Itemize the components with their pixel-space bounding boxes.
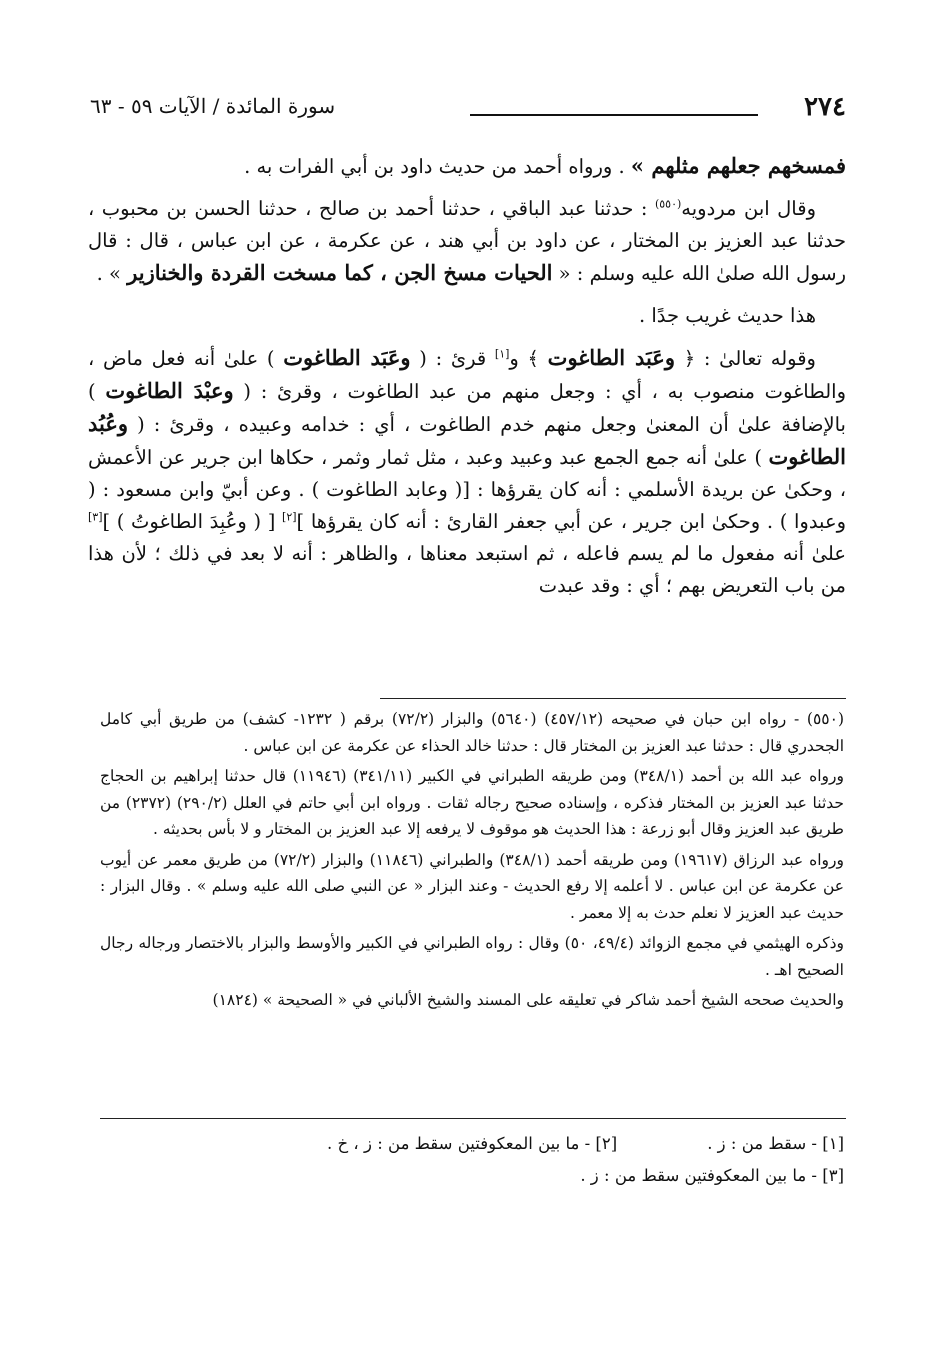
footnote: ورواه عبد الرزاق (١٩٦١٧) ومن طريقه أحمد (٣٤٨/١) والطبراني (١١٨٤٦) والبزار (٧٢/٢) من طريق معمر عن أيوب عن عكرمة عن ابن عباس . لا أعلمه إلا رفع الحديث - وعند البزار « عن النبي صلى الله عليه وسلم » . وقال البزار : حديث عبد العزيز لا نعلم حدث به إلا معمر . xyxy=(100,850,845,922)
footnote-separator xyxy=(380,698,846,699)
text-span: ) علىٰ أنه فعل ماض ، والطاغوت منصوب به ، أي : وجعل منهم من عبد الطاغوت ، وقرئ : ( xyxy=(88,347,846,403)
footnote: (٥٥٠) - رواه ابن حبان في صحيحه (٤٥٧/١٢) (٥٦٤٠) والبزار (٧٢/٢) برقم ( ١٢٣٢- كشف) من طريق أبي كامل الجحدري قال : حدثنا عبد العزيز بن المختار قال : حدثنا خالد الحذاء عن عكرمة عن ابن عباس . xyxy=(100,710,845,755)
footnote-ref: [٢] xyxy=(282,510,297,524)
text-span: ﴾ و xyxy=(509,347,548,370)
bold-reading: وعبْدَ الطاغوت xyxy=(105,378,234,403)
paragraph-3: هذا حديث غريب جدًا . xyxy=(638,304,816,327)
bold-reading: وعَبَد الطاغوت xyxy=(283,345,411,370)
main-text xyxy=(88,150,846,612)
apparatus-note: [٣] - ما بين المعكوفتين سقط من : ز . xyxy=(580,1166,844,1185)
page-number: ٢٧٤ xyxy=(804,92,846,122)
paragraph-2 xyxy=(88,193,846,290)
footnote: وذكره الهيثمي في مجمع الزوائد (٤٩/٤، ٥٠) وقال : رواه الطبراني في الكبير والأوسط والبزار بالاختصار ورجاله رجال الصحيح اهـ . xyxy=(100,934,844,979)
text-span: وقال ابن مردويه xyxy=(681,197,816,220)
running-title: سورة المائدة / الآيات ٥٩ - ٦٣ xyxy=(90,94,336,118)
text-span: قرئ : ( xyxy=(410,347,495,370)
paragraph-1 xyxy=(88,150,846,183)
bold-verse: وعَبَد الطاغوت xyxy=(547,345,675,370)
page-header xyxy=(90,92,846,132)
apparatus-note: [١] - سقط من : ز . xyxy=(707,1134,844,1153)
note-row xyxy=(100,1160,844,1192)
text-span: ) بالإضافة علىٰ أن المعنىٰ وجعل منهم خدم الطاغوت ، أي : خدامه وعبيده ، وقرئ : ( xyxy=(88,380,846,436)
footnote-ref: [٣] xyxy=(88,510,103,524)
bold-hadith: الحيات مسخ الجن ، كما مسخت القردة والخنازير xyxy=(127,260,553,285)
footnote: والحديث صححه الشيخ أحمد شاكر في تعليقه على المسند والشيخ الألباني في « الصحيحة » (١٨٢٤) xyxy=(212,991,844,1009)
header-rule xyxy=(470,114,758,116)
note-row xyxy=(100,1128,844,1160)
paragraph-4 xyxy=(88,342,846,602)
text-span: علىٰ أنه مفعول ما لم يسم فاعله ، ثم استبعد معناها ، والظاهر : أنه لا بعد في ذلك ؛ لأن هذا من باب التعريض بهم ؛ أي : وقد عبدت xyxy=(88,542,846,597)
apparatus-notes xyxy=(100,1128,844,1192)
text-span: . ورواه أحمد من حديث داود بن أبي الفرات به . xyxy=(244,155,631,178)
text-span: ) علىٰ أنه جمع الجمع عبد وعبيد وعبد ، مثل ثمار وثمر ، حكاها ابن جرير عن الأعمش ، وحكىٰ عن بريدة الأسلمي : أنه كان يقرؤها : [( وعابد الطاغوت ) . وعن أبيّ وابن مسعود : ( وعبدوا ) . وحكىٰ ابن جرير ، عن أبي جعفر القارئ : أنه كان يقرؤها ] xyxy=(88,446,846,533)
footnote: ورواه عبد الله بن أحمد (٣٤٨/١) ومن طريقه الطبراني في الكبير (٣٤١/١١) (١١٩٤٦) قال حدثنا إبراهيم بن الحجاج حدثنا عبد العزيز بن المختار فذكره ، وإسناده صحيح رجاله ثقات . ورواه ابن أبي حاتم في العلل (٢٩٠/٢) (٢٣٧٢) من طريق عبد العزيز وقال أبو زرعة : هذا الحديث هو موقوف لا يرفعه إلا عبد العزيز بن المختار و لا بأس بحديثه . xyxy=(100,767,844,838)
bold-reading: وعُبُد الطاغوت xyxy=(88,411,846,469)
apparatus-note: [٢] - ما بين المعكوفتين سقط من : ز ، خ . xyxy=(327,1134,618,1153)
footnote-ref: [١] xyxy=(494,347,510,361)
apparatus-separator xyxy=(100,1118,846,1119)
footnote-ref: (٥٥٠) xyxy=(654,197,682,211)
bold-quote: فمسخهم جعلهم مثلهم » xyxy=(630,153,846,178)
text-span: » . xyxy=(96,262,128,285)
text-span: وقوله تعالىٰ : ﴿ xyxy=(674,347,816,370)
text-span: [ ( وعُبِدَ الطاغوتُ ) ] xyxy=(102,510,283,533)
footnotes xyxy=(100,706,844,1018)
text-span: : حدثنا عبد الباقي ، حدثنا أحمد بن صالح ، حدثنا الحسن بن محبوب ، حدثنا عبد العزيز بن المختار ، عن داود بن أبي هند ، عن عكرمة ، عن ابن عباس ، قال : قال رسول الله صلىٰ الله عليه وسلم : « xyxy=(88,197,846,285)
